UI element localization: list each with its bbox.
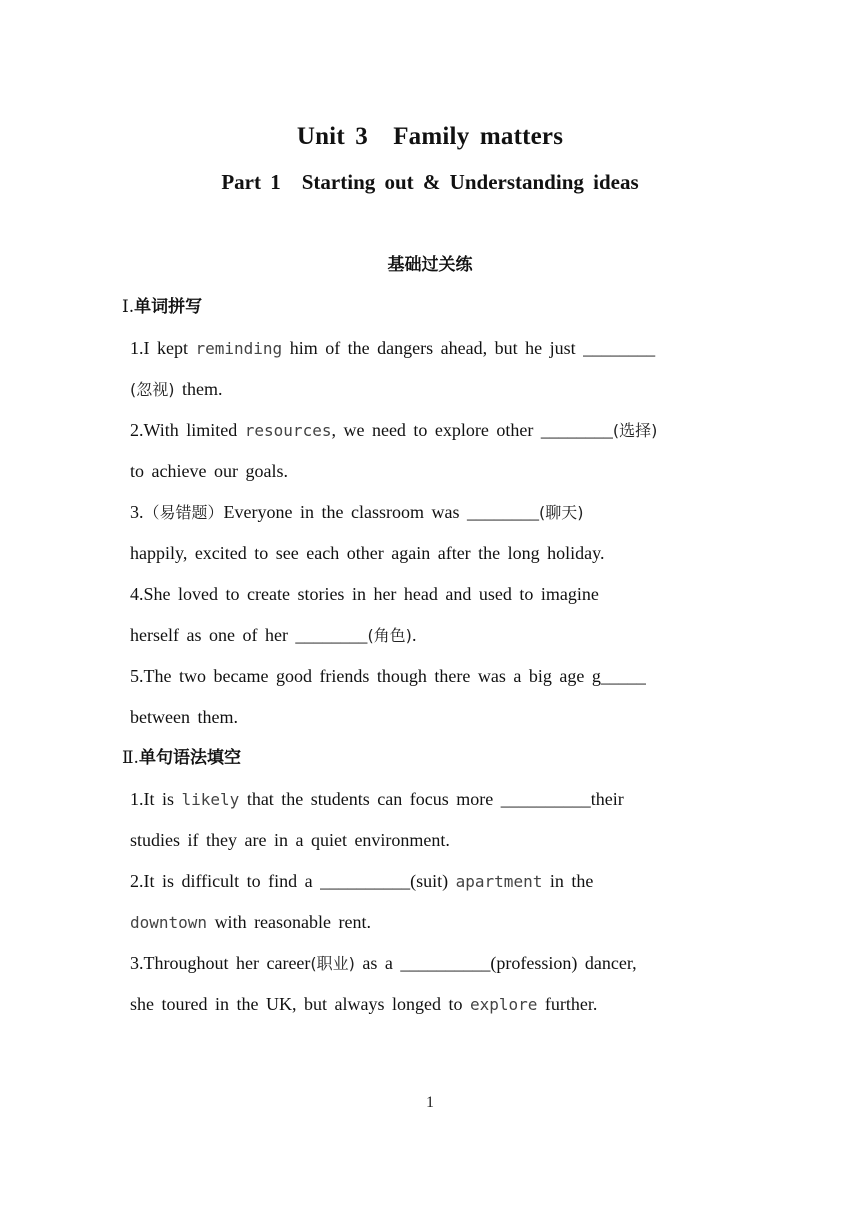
s2-q3-line1: 3.Throughout her career(职业) as a __________(profession) dancer,	[130, 953, 637, 973]
s1-q3-line1: 3.（易错题）Everyone in the classroom was ________(聊天)	[130, 502, 584, 522]
s1-q5-line1: 5.The two became good friends though there was a big age g_____	[130, 666, 646, 686]
part-subtitle: Part 1 Starting out & Understanding ideas	[221, 170, 639, 194]
unit-title: Unit 3 Family matters	[296, 123, 564, 150]
exercise-content	[122, 287, 740, 1025]
s2-q1-line1: 1.It is likely that the students can focus more __________their	[130, 789, 624, 809]
s1-q2-line2: to achieve our goals.	[130, 461, 288, 481]
page-number: 1	[426, 1094, 434, 1111]
s1-q5-line2: between them.	[130, 707, 238, 727]
s2-q2-line2: downtown with reasonable rent.	[130, 912, 372, 932]
practice-heading: 基础过关练	[387, 255, 473, 275]
s1-q3-line2: happily, excited to see each other again after the long holiday.	[130, 543, 605, 563]
s2-q3-line2: she toured in the UK, but always longed to explore further.	[130, 994, 598, 1014]
section-1-heading: Ⅰ.单词拼写	[122, 297, 203, 317]
s1-q4-line1: 4.She loved to create stories in her head and used to imagine	[130, 584, 599, 604]
s1-q1-line1: 1.I kept reminding him of the dangers ahead, but he just ________	[130, 338, 656, 358]
s2-q1-line2: studies if they are in a quiet environment.	[130, 830, 450, 850]
s1-q4-line2: herself as one of her ________(角色).	[130, 625, 417, 645]
s2-q2-line1: 2.It is difficult to find a __________(suit) apartment in the	[130, 871, 594, 891]
s1-q1-line2: (忽视) them.	[130, 379, 223, 399]
s1-q2-line1: 2.With limited resources, we need to explore other ________(选择)	[130, 420, 658, 440]
section-2-heading: Ⅱ.单句语法填空	[122, 748, 241, 768]
